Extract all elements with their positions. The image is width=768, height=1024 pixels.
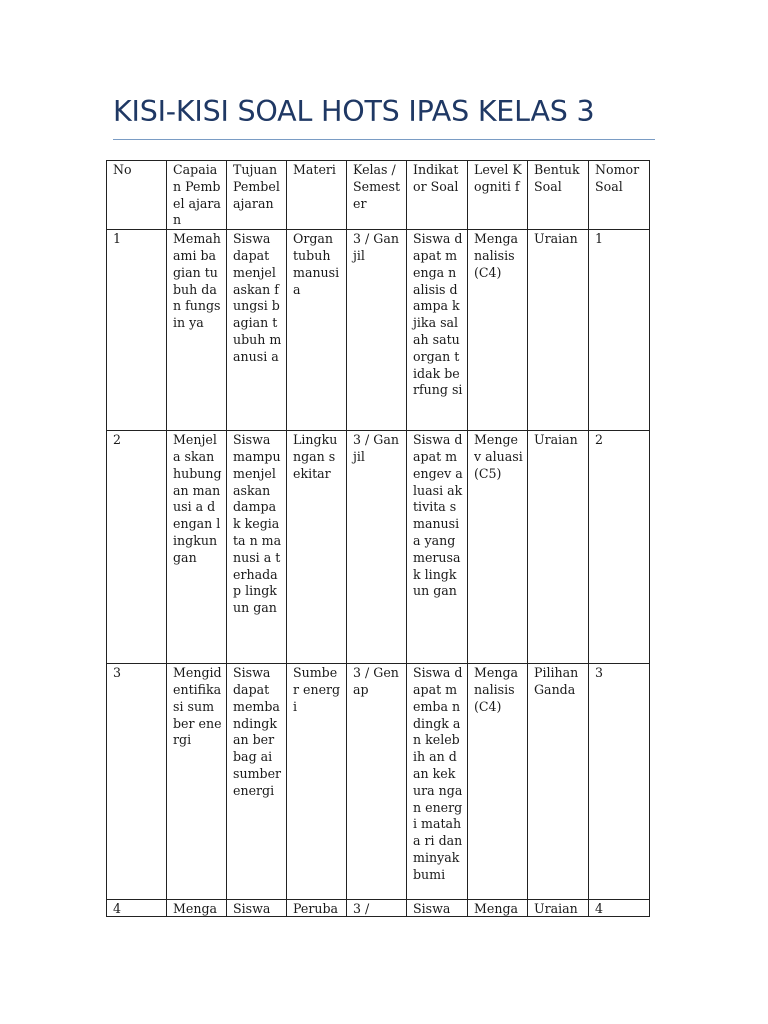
cell-kelas: 3 /: [347, 900, 407, 917]
cell-level: Menga nalisis (C4): [468, 230, 528, 431]
table-row: [107, 431, 650, 664]
cell-no: 4: [107, 900, 167, 917]
cell-bentuk: Pilihan Ganda: [528, 664, 589, 900]
table-row: [107, 664, 650, 900]
cell-indikator: Siswa dapat menga nalisis dampa k jika salah satu organ tidak berfung si: [407, 230, 468, 431]
cell-kelas: 3 / Ganjil: [347, 431, 407, 664]
header-kelas-semester: Kelas / Semest er: [347, 161, 407, 230]
cell-nomor: 4: [589, 900, 650, 917]
header-no: No: [107, 161, 167, 230]
kisi-kisi-table: [106, 160, 650, 917]
cell-capaian: Memah ami bagian tubuh dan fungsin ya: [167, 230, 227, 431]
cell-bentuk: Uraian: [528, 431, 589, 664]
cell-bentuk: Uraian: [528, 230, 589, 431]
cell-kelas: 3 / Ganjil: [347, 230, 407, 431]
cell-materi: Lingku ngan sekitar: [287, 431, 347, 664]
cell-no: 3: [107, 664, 167, 900]
header-level-kognitif: Level Kogniti f: [468, 161, 528, 230]
cell-materi: Peruba: [287, 900, 347, 917]
header-bentuk-soal: Bentuk Soal: [528, 161, 589, 230]
cell-nomor: 3: [589, 664, 650, 900]
cell-kelas: 3 / Genap: [347, 664, 407, 900]
header-indikator-soal: Indikat or Soal: [407, 161, 468, 230]
cell-tujuan: Siswa dapat menjel askan fungsi bagian tubuh manusi a: [227, 230, 287, 431]
cell-capaian: Menjela skan hubung an manusi a dengan lingkun gan: [167, 431, 227, 664]
table-row: [107, 230, 650, 431]
cell-tujuan: Siswa mampu menjel askan dampa k kegiata n manusi a terhada p lingkun gan: [227, 431, 287, 664]
cell-tujuan: Siswa: [227, 900, 287, 917]
cell-materi: Sumber energi: [287, 664, 347, 900]
cell-materi: Organ tubuh manusi a: [287, 230, 347, 431]
header-tujuan-pembelajaran: Tujuan Pembel ajaran: [227, 161, 287, 230]
cell-no: 1: [107, 230, 167, 431]
document-title: KISI-KISI SOAL HOTS IPAS KELAS 3: [113, 95, 595, 128]
cell-indikator: Siswa: [407, 900, 468, 917]
header-nomor-soal: Nomor Soal: [589, 161, 650, 230]
cell-no: 2: [107, 431, 167, 664]
header-capaian-pembelajaran: Capaia n Pembel ajaran: [167, 161, 227, 230]
title-underline: [113, 139, 655, 140]
cell-indikator: Siswa dapat memba ndingk an kelebih an dan kekura ngan energi mataha ri dan minyak bumi: [407, 664, 468, 900]
table-row: [107, 900, 650, 917]
cell-indikator: Siswa dapat mengev aluasi aktivita s manusi a yang merusa k lingkun gan: [407, 431, 468, 664]
cell-level: Menga nalisis (C4): [468, 664, 528, 900]
cell-tujuan: Siswa dapat memba ndingk an berbag ai sumber energi: [227, 664, 287, 900]
cell-capaian: Menga: [167, 900, 227, 917]
cell-level: Menga: [468, 900, 528, 917]
cell-level: Mengev aluasi (C5): [468, 431, 528, 664]
table-header-row: [107, 161, 650, 230]
cell-nomor: 1: [589, 230, 650, 431]
cell-nomor: 2: [589, 431, 650, 664]
header-materi: Materi: [287, 161, 347, 230]
cell-capaian: Mengid entifika si sumber energi: [167, 664, 227, 900]
cell-bentuk: Uraian: [528, 900, 589, 917]
